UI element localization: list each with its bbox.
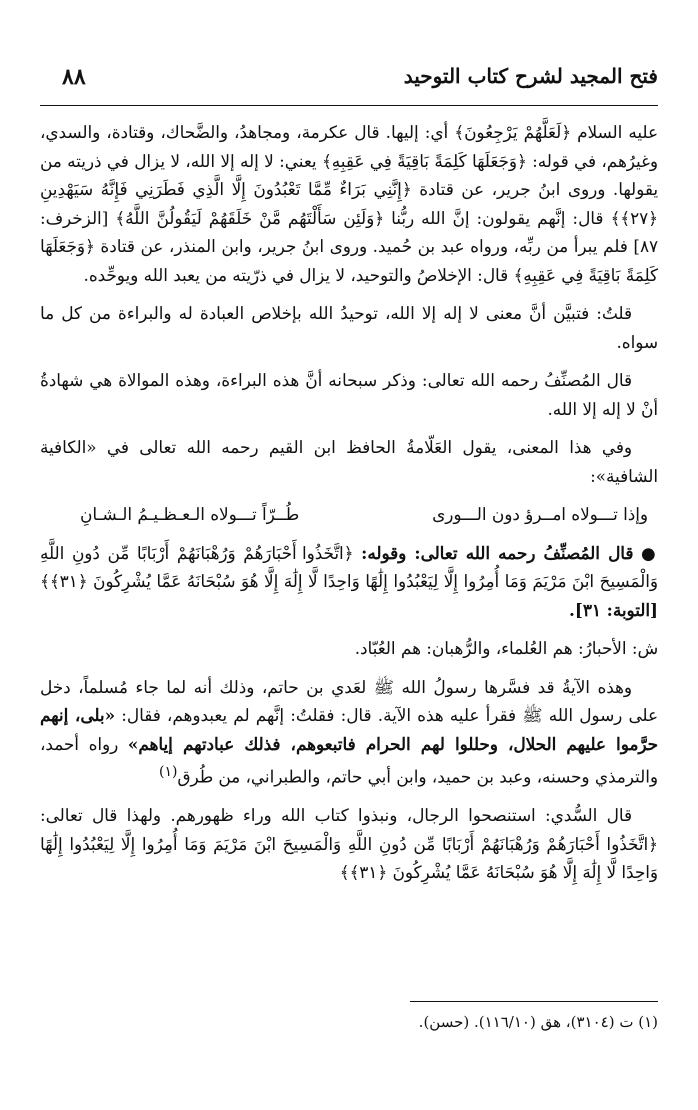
paragraph-musannif: قال المُصنِّفُ رحمه الله تعالى: وذكر سبحانه أنَّ هذه البراءة، وهذه الموالاة هي شهادةُ أنْ لا إله إلا الله. bbox=[40, 370, 658, 419]
page-body bbox=[40, 118, 658, 897]
paragraph-suddi: قال السُّدي: استنصحوا الرجال، ونبذوا كتاب الله وراء ظهورهم. ولهذا قال تعالى: ﴿اتَّخَذُوا أَحْبَارَهُمْ وَرُهْبَانَهُمْ أَرْبَابًا مِّن دُونِ اللَّهِ وَالْمَسِيحَ ابْنَ مَرْيَمَ وَمَا أُمِرُوا إِلَّا لِيَعْبُدُوا إِلَٰهًا وَاحِدًا لَّا إِلَٰهَ إِلَّا هُوَ سُبْحَانَهُ عَمَّا يُشْرِكُونَ ﴿٣١﴾﴾ bbox=[40, 805, 658, 883]
paragraph-hadith bbox=[40, 673, 658, 792]
paragraph-sharh: ش: الأحبارُ: هم العُلماء، والرُّهبان: هم العُبّاد. bbox=[354, 638, 658, 658]
hadith-text: «بلى، إنهم حرَّموا عليهم الحلال، وحللوا لهم الحرام فاتبعوهم، فذلك عبادتهم إياهم» bbox=[40, 705, 658, 754]
section-quran: ﴿اتَّخَذُوا أَحْبَارَهُمْ وَرُهْبَانَهُمْ أَرْبَابًا مِّن دُونِ اللَّهِ وَالْمَسِيحَ ابْنَ مَرْيَمَ وَمَا أُمِرُوا إِلَّا لِيَعْبُدُوا إِلَٰهًا وَاحِدًا لَّا إِلَٰهَ إِلَّا هُوَ سُبْحَانَهُ عَمَّا يُشْرِكُونَ ﴿٣١﴾﴾ bbox=[40, 542, 658, 591]
section-bullet: ● bbox=[641, 542, 658, 563]
footnote-marker: (١) bbox=[158, 764, 178, 780]
verse-first-hemistich: وإذا تـــولاه امــرؤ دون الـــورى bbox=[432, 504, 648, 524]
paragraph-qultu: قلتُ: فتبيَّن أنَّ معنى لا إله إلا الله، توحيدُ الله بإخلاص العبادة له والبراءة من كل ما سواه. bbox=[40, 303, 658, 352]
paragraph-tafsir: عليه السلام ﴿لَعَلَّهُمْ يَرْجِعُونَ﴾ أي: إليها. قال عكرمة، ومجاهدُ، والضَّحاك، وقتادة، والسدي، وغيرُهم، في قوله: ﴿وَجَعَلَهَا كَلِمَةً بَاقِيَةً فِي عَقِبِهِ﴾ يعني: لا إله إلا الله، لا يزال في ذريته من يقولها. وروى ابنُ جرير، عن قتادة ﴿إِنَّنِي بَرَاءٌ مِّمَّا تَعْبُدُونَ إِلَّا الَّذِي فَطَرَنِي فَإِنَّهُ سَيَهْدِينِ ﴿٢٧﴾﴾ قال: إنَّهم يقولون: إنَّ الله ربُّنا ﴿وَلَئِن سَأَلْتَهُم مَّنْ خَلَقَهُمْ لَيَقُولُنَّ اللَّهُ﴾ [الزخرف: ٨٧] فلم يبرأ من ربِّه، ورواه عبد بن حُميد. وروى ابنُ جرير، وابن المنذر، عن قتادة ﴿وَجَعَلَهَا كَلِمَةً بَاقِيَةً فِي عَقِبِهِ﴾ قال: الإخلاصُ والتوحيد، لا يزال في ذرّيته من يعبد الله ويوحِّده. bbox=[40, 122, 658, 285]
running-title: فتح المجيد لشرح كتاب التوحيد bbox=[403, 64, 658, 88]
section-heading bbox=[40, 539, 658, 625]
verse-second-hemistich: طُــرّاً تـــولاه الـعـظـيـمُ الـشـانِ bbox=[80, 504, 300, 524]
section-ref: [التوبة: ٣١]. bbox=[569, 599, 658, 620]
footnote: (١) ت (٣١٠٤)، هق (١١٦/١٠). (حسن). bbox=[418, 1013, 658, 1031]
poem-verse bbox=[40, 500, 658, 529]
header-rule bbox=[40, 105, 658, 106]
hadith-sources: رواه أحمد، والترمذي وحسنه، وعبد بن حميد، وابن أبي حاتم، والطبراني، من طُرق bbox=[40, 733, 658, 787]
page-number: ٨٨ bbox=[62, 64, 86, 90]
footnote-rule bbox=[410, 1001, 658, 1002]
page-header bbox=[40, 58, 658, 106]
section-lead: قال المُصنِّفُ رحمه الله تعالى: وقوله: bbox=[361, 542, 634, 563]
hadith-intro: وهذه الآيةُ قد فسَّرها رسولُ الله ﷺ لعَدي بن حاتم، وذلك أنه لما جاء مُسلماً، دخل على رسول الله ﷺ فقرأ عليه هذه الآية. قال: فقلتُ: إنَّهم لم يعبدوهم، فقال: bbox=[40, 676, 659, 725]
paragraph-ibn-qayyim: وفي هذا المعنى، يقول العَلّامةُ الحافظ ابن القيم رحمه الله تعالى في «الكافية الشافية»: bbox=[40, 437, 658, 486]
